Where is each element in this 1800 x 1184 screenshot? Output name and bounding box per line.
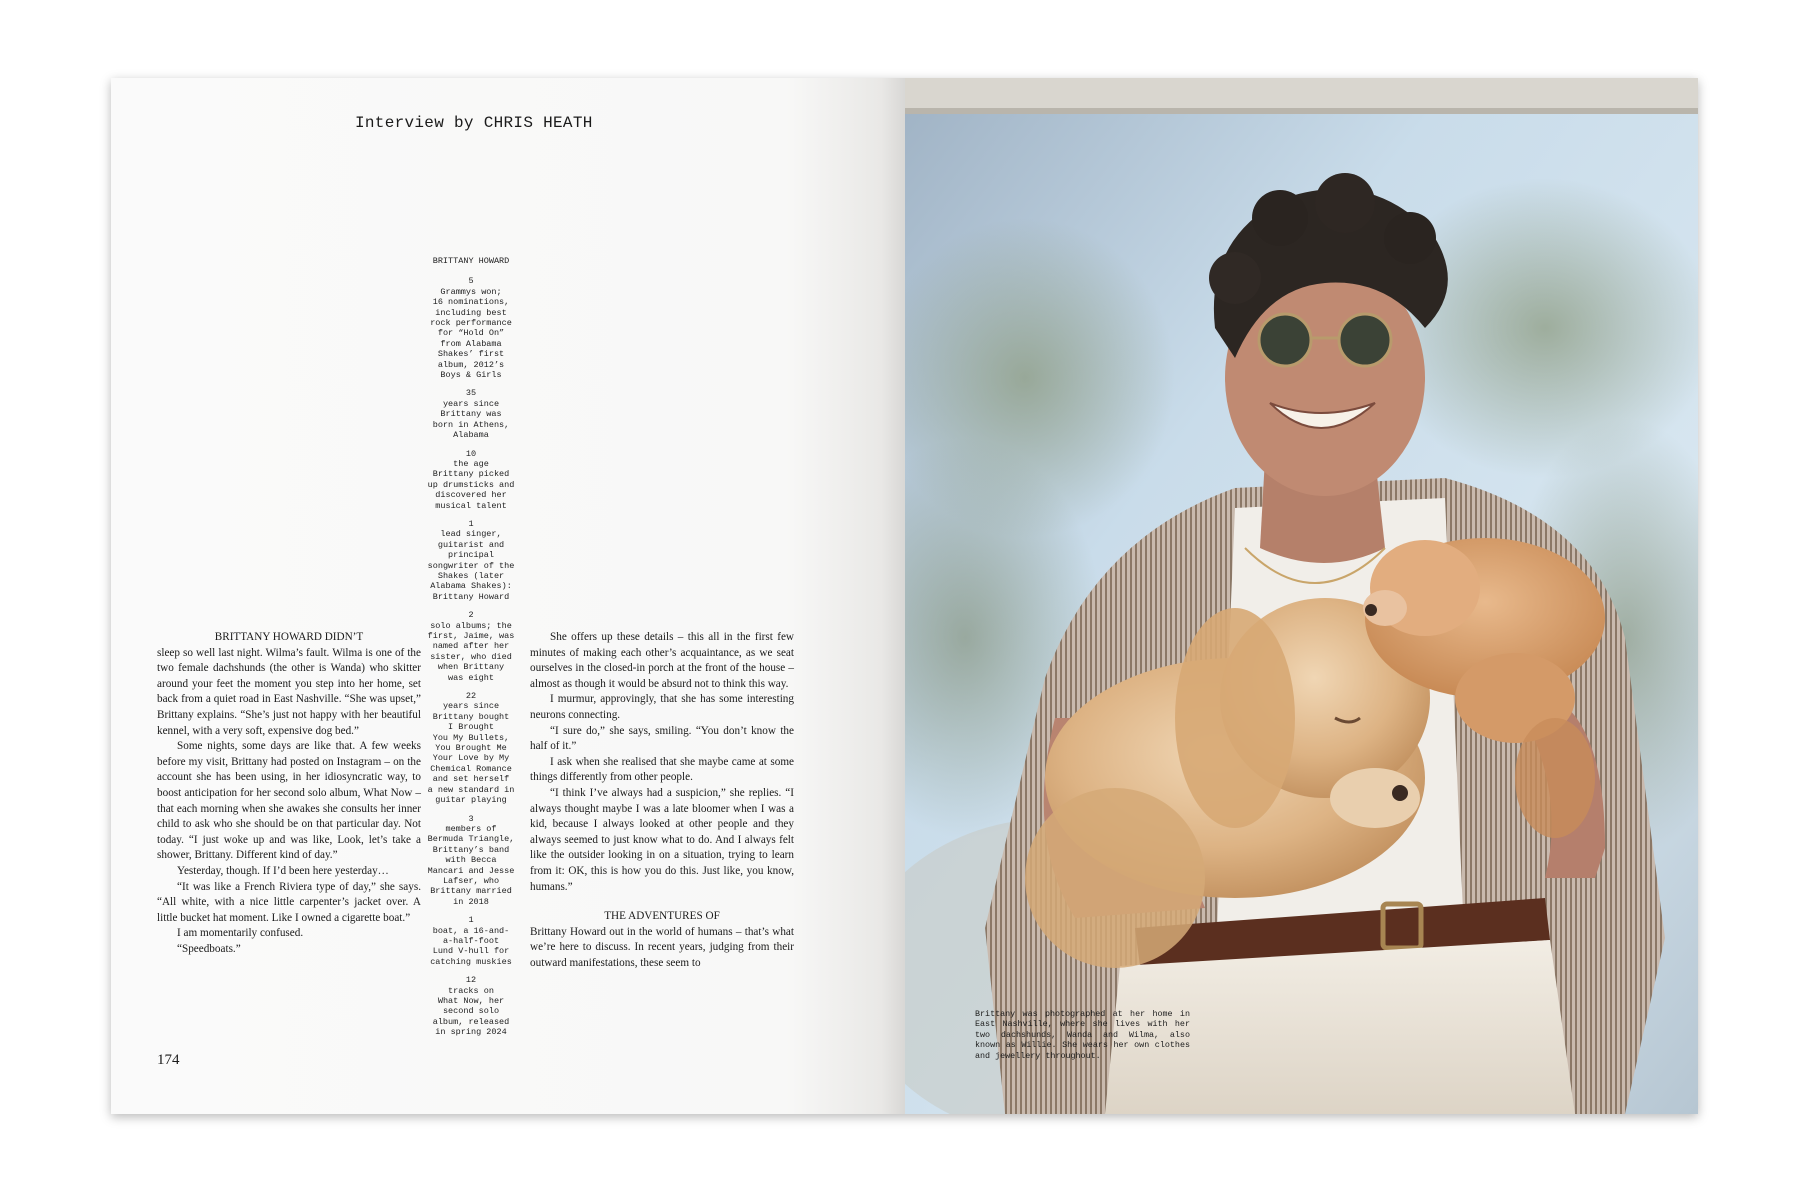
right-page [905, 78, 1698, 1114]
lede-heading: BRITTANY HOWARD DIDN’T [214, 631, 364, 643]
stat-text: years since Brittany bought I Brought You My Bullets, You Brought Me Your Love by My Chemical Romance and set herself a new standard in guitar playing [427, 701, 515, 806]
photo-caption: Brittany was photographed at her home in East Nashville, where she lives with her two dachshunds, Wanda and Wilma, also known as Willie. She wears her own clothes and jewellery throughout. [975, 1009, 1190, 1061]
paragraph: I ask when she realised that she maybe came at some things differently from other people. [530, 755, 794, 784]
stat-item [423, 388, 519, 440]
stat-text: tracks on What Now, her second solo album, released in spring 2024 [432, 985, 510, 1038]
stat-text: the age Brittany picked up drumsticks and discovered her musical talent [427, 458, 515, 511]
paragraph: sleep so well last night. Wilma’s fault. Wilma is one of the two female dachshunds (the other is Wanda) who skitter around your feet the moment you step into her home, set back from a quiet road in East Nashville. “She was upset,” Brittany explains. “She’s just not happy with her beautiful kennel, with a very soft, expensive dog bed.” [157, 646, 421, 737]
paragraph: I murmur, approvingly, that she has some interesting neurons connecting. [530, 693, 794, 721]
paragraph: Yesterday, though. If I’d been here yesterday… [177, 864, 389, 877]
paragraph: Brittany Howard out in the world of humans – that’s what we’re here to discuss. In recent years, judging from their outward manifestations, these seem to [530, 925, 794, 969]
portrait-photo [905, 78, 1698, 1114]
stat-number: 1 [468, 518, 474, 529]
section-heading: THE ADVENTURES OF [604, 910, 720, 923]
stat-item [423, 814, 519, 908]
magazine-spread [111, 78, 1698, 1114]
left-page [111, 78, 905, 1114]
stat-text: boat, a 16-and- a-half-foot Lund V-hull for catching muskies [430, 925, 512, 967]
paragraph: “Speedboats.” [177, 942, 241, 955]
stat-text: lead singer, guitarist and principal songwriter of the Shakes (later Alabama Shakes): Brittany Howard [427, 529, 515, 602]
paragraph: She offers up these details – this all in the first few minutes of making each other’s acquaintance, as we seat ourselves in the closed-in porch at the front of the house – almost as though it would be absurd not to think this way. [530, 631, 794, 690]
stat-item [423, 915, 519, 967]
stat-item [423, 519, 519, 602]
byline: Interview by CHRIS HEATH [355, 114, 593, 132]
stat-number: 35 [465, 388, 477, 399]
page-number: 174 [157, 1052, 180, 1068]
paragraph: Some nights, some days are like that. A few weeks before my visit, Brittany had posted on Instagram – on the account she has been using, in her idiosyncratic way, to boost anticipation for her second solo album, What Now – that each morning when she awakes she consults her inner child to ask who she should be on that particular day. Not today. “I just woke up and was like, Look, let’s take a shower, Brittany. Different kind of day.” [157, 740, 421, 862]
stat-number: 22 [465, 691, 477, 702]
stat-number: 2 [468, 610, 474, 621]
article-column-right [530, 630, 794, 971]
article-column-left [157, 630, 421, 957]
stat-text: solo albums; the first, Jaime, was named after her sister, who died when Brittany was eight [427, 620, 515, 683]
stat-number: 1 [468, 915, 474, 926]
stat-item [423, 975, 519, 1037]
stats-title: BRITTANY HOWARD [432, 256, 510, 266]
stat-number: 12 [465, 975, 477, 986]
stat-number: 5 [468, 276, 474, 287]
stat-text: members of Bermuda Triangle, Brittany’s band with Becca Mancari and Jesse Lafser, who Brittany married in 2018 [427, 823, 515, 907]
stat-number: 3 [468, 813, 474, 824]
paragraph: “It was like a French Riviera type of day,” she says. “All white, with a nice little carpenter’s jacket over. A little bucket hat moment. Like I owned a cigarette boat.” [157, 880, 421, 924]
stat-item [423, 610, 519, 683]
stat-text: years since Brittany was born in Athens, Alabama [432, 398, 510, 441]
stat-text: Grammys won; 16 nominations, including best rock performance for “Hold On” from Alabama Shakes’ first album, 2012’s Boys & Girls [430, 286, 512, 381]
stats-sidebar [423, 256, 519, 1046]
paragraph: I am momentarily confused. [177, 927, 304, 940]
stat-item [423, 449, 519, 511]
stat-item [423, 691, 519, 805]
stat-number: 10 [465, 448, 477, 459]
paragraph: “I sure do,” she says, smiling. “You don’t know the half of it.” [530, 724, 794, 753]
paragraph: “I think I’ve always had a suspicion,” she replies. “I always thought maybe I was a late bloomer when I was a kid, because I always looked at other people and they always seemed to just know what to do. And I always felt like the outsider looking in on a situation, trying to learn from it: OK, this is how you do this. Just like, you know, humans.” [530, 786, 794, 893]
stat-item [423, 276, 519, 380]
